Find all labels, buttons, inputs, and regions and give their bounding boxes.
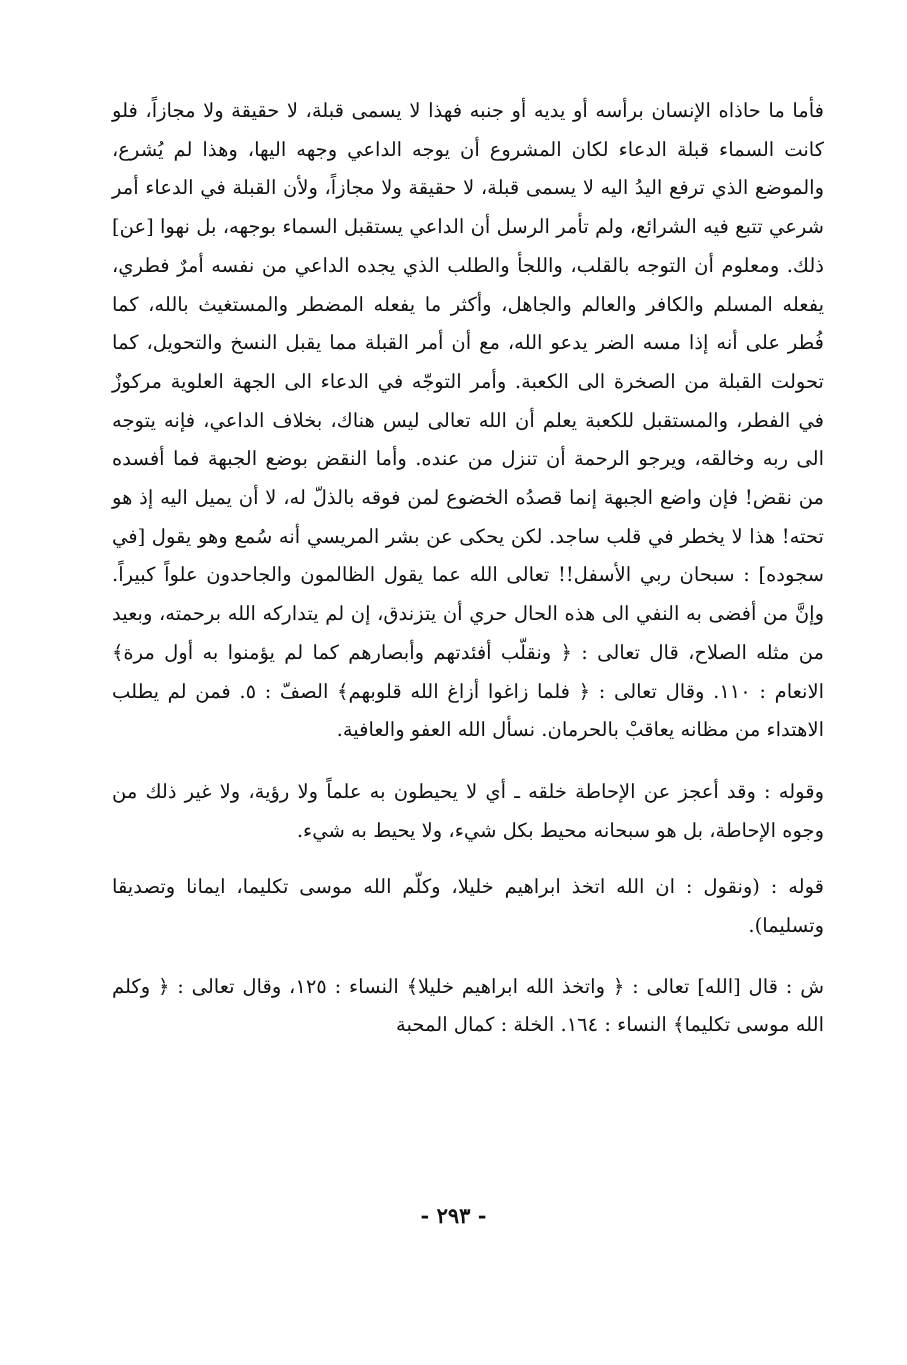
page-number: - ٢٩٣ - <box>420 1203 487 1228</box>
main-paragraph: فأما ما حاذاه الإنسان برأسه أو يديه أو جنبه فهذا لا يسمى قبلة، لا حقيقة ولا مجازاً، فلو كانت السماء قبلة الدعاء لكان المشروع أن يوجه الداعي وجهه اليها، وهذا لم يُشرع، والموضع الذي ترفع اليدُ اليه لا يسمى قبلة، لا حقيقة ولا مجازاً، ولأن القبلة في الدعاء أمر شرعي تتبع فيه الشرائع، ولم تأمر الرسل أن الداعي يستقبل السماء بوجهه، بل نهوا [عن] ذلك. ومعلوم أن التوجه بالقلب، واللجأ والطلب الذي يجده الداعي من نفسه أمرٌ فطري، يفعله المسلم والكافر والعالم والجاهل، وأكثر ما يفعله المضطر والمستغيث بالله، كما فُطر على أنه إذا مسه الضر يدعو الله، مع أن أمر القبلة مما يقبل النسخ والتحويل، كما تحولت القبلة من الصخرة الى الكعبة. وأمر التوجّه في الدعاء الى الجهة العلوية مركوزٌ في الفطر، والمستقبل للكعبة يعلم أن الله تعالى ليس هناك، بخلاف الداعي، فإنه يتوجه الى ربه وخالقه، ويرجو الرحمة أن تنزل من عنده. وأما النقض بوضع الجبهة فما أفسده من نقض! فإن واضع الجبهة إنما قصدُه الخضوع لمن فوقه بالذلّ له، لا أن يميل اليه إذ هو تحته! هذا لا يخطر في قلب ساجد. لكن يحكى عن بشر المريسي أنه سُمع وهو يقول [في سجوده] : سبحان ربي الأسفل!! تعالى الله عما يقول الظالمون والجاحدون علواً كبيراً. وإنَّ من أفضى به النفي الى هذه الحال حري أن يتزندق، إن لم يتداركه الله برحمته، وبعيد من مثله الصلاح، قال تعالى : ﴿ ونقلّب أفئدتهم وأبصارهم كما لم يؤمنوا به أول مرة﴾ الانعام : ١١٠. وقال تعالى : ﴿ فلما زاغوا أزاغ الله قلوبهم﴾ الصفّ : ٥. فمن لم يطلب الاهتداء من مظانه يعاقبْ بالحرمان. نسأل الله العفو والعافية. <box>112 99 825 742</box>
page-body <box>112 92 824 1045</box>
qawluh-paragraph: وقوله : وقد أعجز عن الإحاطة خلقه ـ أي لا يحيطون به علماً ولا رؤية، ولا غير ذلك من وجوه الإحاطة، بل هو سبحانه محيط بكل شيء، ولا يحيط به شيء. <box>112 779 824 842</box>
matn-paragraph: قوله : (ونقول : ان الله اتخذ ابراهيم خليلا، وكلّم الله موسى تكليما، ايمانا وتصديقا وتسليما). <box>112 875 824 938</box>
sharh-paragraph: ش : قال [الله] تعالى : ﴿ واتخذ الله ابراهيم خليلا﴾ النساء : ١٢٥، وقال تعالى : ﴿ وكلم الله موسى تكليما﴾ النساء : ١٦٤. الخلة : كمال المحبة <box>112 974 825 1037</box>
